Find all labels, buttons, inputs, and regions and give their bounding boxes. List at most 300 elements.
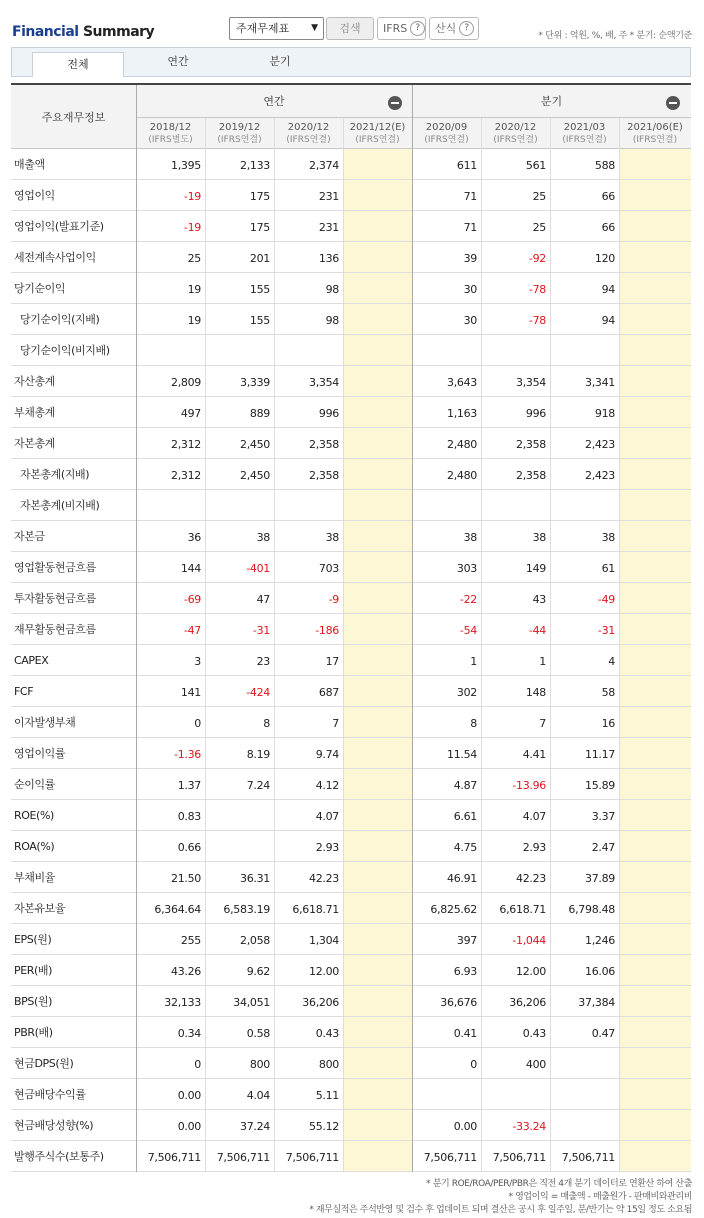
table-row bbox=[11, 552, 691, 583]
table-cell: 800 bbox=[318, 1058, 339, 1071]
table-cell: 2.93 bbox=[522, 841, 546, 854]
table-cell bbox=[343, 1017, 412, 1048]
row-label: 자본금 bbox=[14, 530, 45, 543]
table-cell: 61 bbox=[601, 562, 615, 575]
table-cell: 7 bbox=[539, 717, 546, 730]
table-cell bbox=[343, 180, 412, 211]
table-cell bbox=[619, 397, 691, 428]
table-cell bbox=[550, 1048, 619, 1079]
column-divider bbox=[136, 85, 137, 1172]
table-cell: -1,044 bbox=[512, 934, 546, 947]
row-label: 당기순이익(지배) bbox=[20, 313, 100, 326]
table-cell bbox=[343, 211, 412, 242]
table-cell: 6,618.71 bbox=[292, 903, 339, 916]
table-cell bbox=[619, 149, 691, 180]
table-cell: 1,395 bbox=[171, 159, 201, 172]
table-cell: -9 bbox=[328, 593, 339, 606]
table-cell: 6,825.62 bbox=[430, 903, 477, 916]
table-cell: 0.47 bbox=[591, 1027, 615, 1040]
group-annual-label: 연간 bbox=[263, 95, 285, 108]
table-cell: 2,450 bbox=[240, 438, 270, 451]
table-cell: 3,643 bbox=[447, 376, 477, 389]
table-cell: 0.41 bbox=[453, 1027, 477, 1040]
table-cell: 889 bbox=[249, 407, 270, 420]
table-cell: -78 bbox=[528, 283, 546, 296]
column-period: 2021/03 bbox=[563, 122, 606, 133]
row-label: PBR(배) bbox=[14, 1026, 53, 1039]
table-cell: 7,506,711 bbox=[216, 1151, 270, 1164]
footnote-2: * 영업이익 = 매출액 - 매출원가 - 판매비와관리비 bbox=[508, 1192, 692, 1202]
table-cell: 12.00 bbox=[309, 965, 339, 978]
table-cell bbox=[619, 645, 691, 676]
table-cell: 25 bbox=[532, 190, 546, 203]
table-cell: 25 bbox=[187, 252, 201, 265]
table-cell: 0.00 bbox=[177, 1089, 201, 1102]
table-cell: 8.19 bbox=[246, 748, 270, 761]
table-cell bbox=[343, 366, 412, 397]
row-label: 이자발생부채 bbox=[14, 716, 76, 729]
table-cell: 38 bbox=[325, 531, 339, 544]
period-tabs bbox=[11, 47, 691, 77]
footnote-1: * 분기 ROE/ROA/PER/PBR은 직전 4개 분기 데이터로 연환산 하여 산출 bbox=[426, 1179, 692, 1189]
table-cell: 120 bbox=[594, 252, 615, 265]
table-row bbox=[11, 490, 691, 521]
table-cell: 19 bbox=[187, 283, 201, 296]
table-cell: -19 bbox=[183, 190, 201, 203]
table-cell bbox=[481, 490, 550, 521]
table-cell: 2,809 bbox=[171, 376, 201, 389]
table-row bbox=[11, 800, 691, 831]
table-cell: 0.34 bbox=[177, 1027, 201, 1040]
column-period: 2018/12 bbox=[149, 122, 192, 133]
table-cell: -78 bbox=[528, 314, 546, 327]
table-cell: 6,583.19 bbox=[223, 903, 270, 916]
table-row bbox=[11, 242, 691, 273]
table-cell: 155 bbox=[249, 283, 270, 296]
row-label: FCF bbox=[14, 685, 34, 698]
header-divider bbox=[136, 117, 691, 118]
table-row bbox=[11, 707, 691, 738]
table-cell bbox=[343, 428, 412, 459]
table-cell bbox=[205, 800, 274, 831]
table-cell: 42.23 bbox=[516, 872, 546, 885]
table-cell: 17 bbox=[325, 655, 339, 668]
column-divider bbox=[274, 118, 275, 1172]
table-cell: 3,339 bbox=[240, 376, 270, 389]
table-cell bbox=[343, 397, 412, 428]
table-row bbox=[11, 366, 691, 397]
table-cell: 36.31 bbox=[240, 872, 270, 885]
unit-note: * 단위 : 억원, %, 배, 주 * 분기: 순액기준 bbox=[538, 31, 692, 41]
table-cell: 2,358 bbox=[309, 469, 339, 482]
table-cell: 21.50 bbox=[171, 872, 201, 885]
table-row bbox=[11, 645, 691, 676]
table-cell bbox=[274, 490, 343, 521]
table-cell: 0.66 bbox=[177, 841, 201, 854]
table-cell: 11.17 bbox=[585, 748, 615, 761]
table-cell: 8 bbox=[263, 717, 270, 730]
column-divider bbox=[412, 85, 413, 1172]
table-cell bbox=[343, 707, 412, 738]
table-cell bbox=[619, 986, 691, 1017]
table-cell: 2,480 bbox=[447, 469, 477, 482]
table-cell: -69 bbox=[183, 593, 201, 606]
table-cell: 12.00 bbox=[516, 965, 546, 978]
table-cell: 98 bbox=[325, 314, 339, 327]
table-cell: 43.26 bbox=[171, 965, 201, 978]
column-divider bbox=[343, 118, 344, 1172]
column-period: 2020/12 bbox=[287, 122, 330, 133]
row-label: 부채비율 bbox=[14, 871, 55, 884]
group-quarter-label: 분기 bbox=[540, 95, 563, 108]
table-cell bbox=[343, 459, 412, 490]
table-cell: 3 bbox=[194, 655, 201, 668]
table-row bbox=[11, 831, 691, 862]
table-cell: 7,506,711 bbox=[492, 1151, 546, 1164]
row-label: 자본총계(지배) bbox=[20, 468, 90, 481]
table-cell: 2,450 bbox=[240, 469, 270, 482]
table-cell: 231 bbox=[318, 190, 339, 203]
table-cell: 1.37 bbox=[177, 779, 201, 792]
table-cell bbox=[343, 614, 412, 645]
table-cell: 1 bbox=[539, 655, 546, 668]
table-cell bbox=[619, 211, 691, 242]
table-cell: 302 bbox=[456, 686, 477, 699]
table-cell bbox=[619, 1017, 691, 1048]
table-cell: 201 bbox=[249, 252, 270, 265]
table-cell bbox=[343, 645, 412, 676]
table-cell: 38 bbox=[532, 531, 546, 544]
table-cell: -186 bbox=[315, 624, 339, 637]
table-cell: -401 bbox=[246, 562, 270, 575]
tab-all[interactable]: 전체 bbox=[32, 52, 124, 77]
table-cell: 2,058 bbox=[240, 934, 270, 947]
table-cell: 2,358 bbox=[516, 469, 546, 482]
table-cell: 1 bbox=[470, 655, 477, 668]
table-cell bbox=[619, 924, 691, 955]
column-header bbox=[412, 121, 481, 147]
table-cell: 15.89 bbox=[585, 779, 615, 792]
table-cell: 4.12 bbox=[315, 779, 339, 792]
table-row bbox=[11, 459, 691, 490]
table-cell: 23 bbox=[256, 655, 270, 668]
table-row bbox=[11, 955, 691, 986]
table-cell bbox=[619, 459, 691, 490]
table-cell: 148 bbox=[525, 686, 546, 699]
table-cell: 38 bbox=[463, 531, 477, 544]
row-label: 영업활동현금흐름 bbox=[14, 561, 96, 574]
table-cell bbox=[619, 335, 691, 366]
table-row bbox=[11, 614, 691, 645]
table-cell: 3,341 bbox=[585, 376, 615, 389]
table-cell: -22 bbox=[459, 593, 477, 606]
table-cell: -31 bbox=[597, 624, 615, 637]
table-cell: 175 bbox=[249, 221, 270, 234]
statement-type-select[interactable]: 주재무제표 ▼ bbox=[229, 17, 324, 40]
help-icon: ? bbox=[459, 21, 474, 36]
column-header bbox=[550, 121, 619, 147]
table-cell: 0.83 bbox=[177, 810, 201, 823]
table-cell bbox=[619, 1141, 691, 1172]
table-row bbox=[11, 986, 691, 1017]
row-label: ROE(%) bbox=[14, 809, 54, 822]
table-cell bbox=[343, 924, 412, 955]
table-cell: 2,312 bbox=[171, 469, 201, 482]
table-cell: 66 bbox=[601, 221, 615, 234]
table-cell: -13.96 bbox=[512, 779, 546, 792]
table-cell: 16 bbox=[601, 717, 615, 730]
row-label: 자본유보율 bbox=[14, 902, 66, 915]
table-cell: 2,312 bbox=[171, 438, 201, 451]
table-cell: 5.11 bbox=[315, 1089, 339, 1102]
table-cell bbox=[550, 1110, 619, 1141]
table-cell: 918 bbox=[594, 407, 615, 420]
ifrs-help-button[interactable]: IFRS ? bbox=[377, 17, 426, 40]
table-row bbox=[11, 1048, 691, 1079]
table-cell: 55.12 bbox=[309, 1120, 339, 1133]
table-cell bbox=[619, 583, 691, 614]
table-cell bbox=[343, 676, 412, 707]
table-cell bbox=[343, 304, 412, 335]
collapse-annual-icon[interactable] bbox=[388, 96, 402, 110]
table-cell bbox=[343, 738, 412, 769]
table-cell bbox=[343, 149, 412, 180]
row-label: BPS(원) bbox=[14, 995, 52, 1008]
column-basis: (IFRS연결) bbox=[355, 135, 400, 145]
table-cell: 7,506,711 bbox=[147, 1151, 201, 1164]
row-label: 영업이익률 bbox=[14, 747, 66, 760]
table-cell bbox=[619, 614, 691, 645]
search-button[interactable]: 검색 bbox=[326, 17, 374, 40]
row-label: 부채총계 bbox=[14, 406, 55, 419]
column-header bbox=[481, 121, 550, 147]
table-cell: 0.58 bbox=[246, 1027, 270, 1040]
table-cell: -424 bbox=[246, 686, 270, 699]
table-cell: 47 bbox=[256, 593, 270, 606]
row-label: 매출액 bbox=[14, 158, 45, 171]
table-cell bbox=[481, 335, 550, 366]
table-cell: 4 bbox=[608, 655, 615, 668]
row-label: 현금배당성향(%) bbox=[14, 1119, 94, 1132]
table-cell: 46.91 bbox=[447, 872, 477, 885]
table-row bbox=[11, 862, 691, 893]
table-row bbox=[11, 335, 691, 366]
table-cell bbox=[619, 800, 691, 831]
table-row bbox=[11, 676, 691, 707]
table-cell bbox=[205, 831, 274, 862]
table-cell bbox=[343, 1048, 412, 1079]
row-label: 현금DPS(원) bbox=[14, 1057, 74, 1070]
table-cell: 38 bbox=[256, 531, 270, 544]
table-cell: 71 bbox=[463, 190, 477, 203]
row-label: 자산총계 bbox=[14, 375, 55, 388]
row-label: 투자활동현금흐름 bbox=[14, 592, 96, 605]
table-cell: -92 bbox=[528, 252, 546, 265]
table-cell bbox=[481, 1079, 550, 1110]
table-row bbox=[11, 149, 691, 180]
column-basis: (IFRS연결) bbox=[632, 135, 678, 145]
row-label: PER(배) bbox=[14, 964, 53, 977]
table-cell: 144 bbox=[180, 562, 201, 575]
table-cell bbox=[619, 552, 691, 583]
table-cell: 7,506,711 bbox=[423, 1151, 477, 1164]
table-cell: 8 bbox=[470, 717, 477, 730]
table-cell bbox=[343, 769, 412, 800]
table-cell: 255 bbox=[180, 934, 201, 947]
table-cell: -19 bbox=[183, 221, 201, 234]
table-cell: -44 bbox=[528, 624, 546, 637]
table-cell bbox=[550, 490, 619, 521]
table-row bbox=[11, 924, 691, 955]
table-cell bbox=[619, 862, 691, 893]
table-cell: 7.24 bbox=[246, 779, 270, 792]
table-cell: -33.24 bbox=[512, 1120, 546, 1133]
table-cell bbox=[412, 490, 481, 521]
table-cell: 996 bbox=[318, 407, 339, 420]
table-cell: 141 bbox=[180, 686, 201, 699]
table-cell: 7,506,711 bbox=[561, 1151, 615, 1164]
column-basis: (IFRS연결) bbox=[562, 135, 607, 145]
column-basis: (IFRS연결) bbox=[217, 135, 262, 145]
row-label: 자본총계 bbox=[14, 437, 55, 450]
table-cell: 0 bbox=[194, 1058, 201, 1071]
row-label: 순이익률 bbox=[14, 778, 55, 791]
table-cell: 561 bbox=[525, 159, 546, 172]
table-cell: 11.54 bbox=[447, 748, 477, 761]
column-divider bbox=[550, 118, 551, 1172]
table-cell: 37.89 bbox=[585, 872, 615, 885]
table-cell bbox=[550, 1079, 619, 1110]
table-cell: 0.00 bbox=[177, 1120, 201, 1133]
table-cell bbox=[619, 1048, 691, 1079]
table-cell bbox=[619, 242, 691, 273]
table-cell: -47 bbox=[183, 624, 201, 637]
row-label: 세전계속사업이익 bbox=[14, 251, 96, 264]
table-cell: 687 bbox=[318, 686, 339, 699]
table-cell: 4.07 bbox=[315, 810, 339, 823]
column-basis: (IFRS연결) bbox=[493, 135, 538, 145]
table-cell: 155 bbox=[249, 314, 270, 327]
table-cell: 16.06 bbox=[585, 965, 615, 978]
column-basis: (IFRS연결) bbox=[286, 135, 331, 145]
table-cell: 7,506,711 bbox=[285, 1151, 339, 1164]
table-row bbox=[11, 1017, 691, 1048]
column-divider bbox=[619, 118, 620, 1172]
table-cell: 36 bbox=[187, 531, 201, 544]
column-divider bbox=[205, 118, 206, 1172]
table-row bbox=[11, 1141, 691, 1172]
table-cell bbox=[619, 955, 691, 986]
table-cell: 2,358 bbox=[309, 438, 339, 451]
row-label: 영업이익(발표기준) bbox=[14, 220, 104, 233]
table-cell: 6.61 bbox=[453, 810, 477, 823]
table-row bbox=[11, 428, 691, 459]
row-label: EPS(원) bbox=[14, 933, 52, 946]
table-cell: 6.93 bbox=[453, 965, 477, 978]
table-cell: 588 bbox=[594, 159, 615, 172]
table-cell bbox=[619, 769, 691, 800]
row-label: 발행주식수(보통주) bbox=[14, 1150, 104, 1163]
table-cell bbox=[619, 738, 691, 769]
table-cell: 2,133 bbox=[240, 159, 270, 172]
tab-quarterly[interactable]: 분기 bbox=[269, 55, 291, 68]
table-cell bbox=[619, 831, 691, 862]
table-cell bbox=[343, 583, 412, 614]
tab-annual[interactable]: 연간 bbox=[167, 55, 189, 68]
table-cell: 38 bbox=[601, 531, 615, 544]
column-basis: (IFRS별도) bbox=[148, 135, 193, 145]
table-cell: 397 bbox=[456, 934, 477, 947]
table-row bbox=[11, 1079, 691, 1110]
table-cell: 6,364.64 bbox=[154, 903, 201, 916]
table-cell: 2.93 bbox=[315, 841, 339, 854]
table-cell bbox=[343, 521, 412, 552]
footnote-3: * 재무실적은 주석반영 및 검수 후 업데이트 되며 결산은 공시 후 일주일, 분/반기는 약 15일 정도 소요됨 bbox=[309, 1205, 692, 1215]
table-cell bbox=[343, 1110, 412, 1141]
table-cell bbox=[619, 273, 691, 304]
table-cell: 703 bbox=[318, 562, 339, 575]
table-cell bbox=[619, 304, 691, 335]
table-cell bbox=[343, 1079, 412, 1110]
table-row bbox=[11, 1110, 691, 1141]
row-label: 당기순이익 bbox=[14, 282, 66, 295]
table-cell: 7 bbox=[332, 717, 339, 730]
table-cell bbox=[619, 428, 691, 459]
table-cell bbox=[136, 335, 205, 366]
table-cell: -1.36 bbox=[174, 748, 201, 761]
table-cell: 6,798.48 bbox=[568, 903, 615, 916]
table-cell: 34,051 bbox=[233, 996, 270, 1009]
table-row bbox=[11, 738, 691, 769]
table-cell bbox=[205, 335, 274, 366]
column-header bbox=[619, 121, 691, 147]
table-cell: 19 bbox=[187, 314, 201, 327]
table-cell: 2,480 bbox=[447, 438, 477, 451]
table-cell: 4.04 bbox=[246, 1089, 270, 1102]
table-cell: 98 bbox=[325, 283, 339, 296]
table-cell: 2.47 bbox=[591, 841, 615, 854]
table-row bbox=[11, 521, 691, 552]
row-label: 재무활동현금흐름 bbox=[14, 623, 96, 636]
table-cell: 36,676 bbox=[440, 996, 477, 1009]
table-cell: -49 bbox=[597, 593, 615, 606]
column-header bbox=[343, 121, 412, 147]
table-cell bbox=[205, 490, 274, 521]
table-cell: 800 bbox=[249, 1058, 270, 1071]
table-cell: 0 bbox=[470, 1058, 477, 1071]
table-cell: 4.41 bbox=[522, 748, 546, 761]
table-cell: 400 bbox=[525, 1058, 546, 1071]
table-cell: 37.24 bbox=[240, 1120, 270, 1133]
column-divider bbox=[481, 118, 482, 1172]
collapse-quarter-icon[interactable] bbox=[666, 96, 680, 110]
row-label: ROA(%) bbox=[14, 840, 55, 853]
table-cell: 1,163 bbox=[447, 407, 477, 420]
table-cell bbox=[619, 893, 691, 924]
table-cell: 30 bbox=[463, 314, 477, 327]
formula-help-button[interactable]: 산식 ? bbox=[429, 17, 479, 40]
table-cell: 3.37 bbox=[591, 810, 615, 823]
row-label: 영업이익 bbox=[14, 189, 55, 202]
column-header bbox=[136, 121, 205, 147]
corner-label: 주요재무정보 bbox=[41, 111, 106, 124]
table-cell: 0.00 bbox=[453, 1120, 477, 1133]
table-cell: 2,423 bbox=[585, 469, 615, 482]
table-cell bbox=[619, 521, 691, 552]
table-cell bbox=[619, 366, 691, 397]
table-cell: 611 bbox=[456, 159, 477, 172]
table-row bbox=[11, 769, 691, 800]
